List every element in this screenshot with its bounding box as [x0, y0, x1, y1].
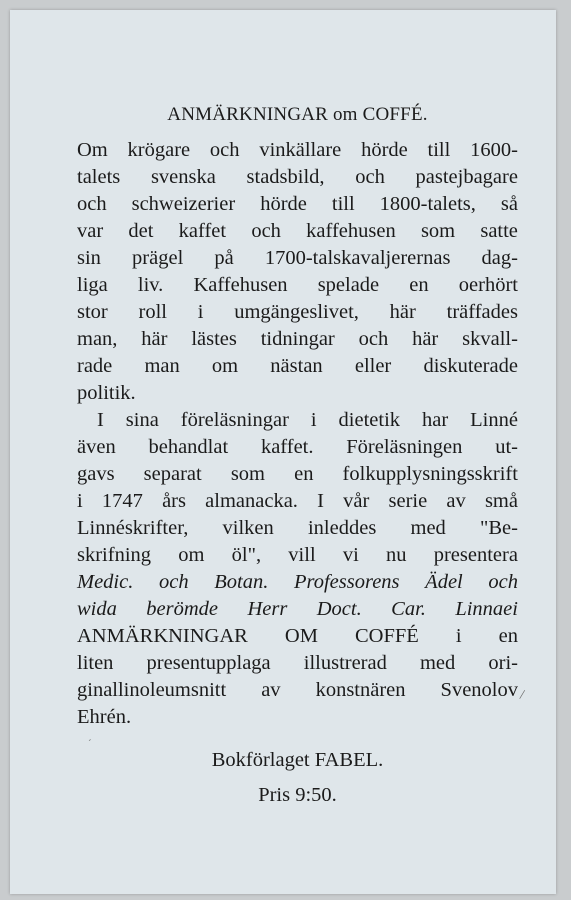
text-line — [77, 461, 518, 488]
word: och — [209, 139, 240, 161]
word: prägel — [132, 247, 184, 269]
word: almanacka. — [205, 490, 298, 512]
cover-text-block — [77, 105, 518, 805]
word: krögare — [127, 139, 191, 161]
word: och — [488, 571, 518, 593]
word: som — [230, 463, 265, 485]
word: i — [77, 490, 83, 512]
word: roll — [138, 301, 167, 323]
word: öl", — [231, 544, 262, 566]
text-line — [77, 380, 518, 407]
word: en — [409, 274, 429, 296]
word: politik. — [77, 382, 136, 404]
word: här — [141, 328, 168, 350]
book-back-cover — [10, 10, 556, 894]
word: man, — [77, 328, 118, 350]
word: Ehrén. — [77, 706, 132, 728]
word: Herr — [247, 598, 288, 620]
word: här — [389, 301, 416, 323]
price-label: Pris 9:50. — [258, 783, 337, 806]
word: "Be- — [480, 517, 518, 539]
word: i — [455, 625, 462, 647]
word: av — [446, 490, 466, 512]
word: av — [261, 679, 281, 701]
word: dag- — [481, 247, 518, 269]
word: separat — [143, 463, 202, 485]
word: Professorens — [293, 571, 400, 593]
word: berömde — [146, 598, 219, 620]
word: skrifning — [77, 544, 152, 566]
word: på — [214, 247, 234, 269]
word: ginallinoleumsnitt — [77, 679, 227, 701]
word: Svenolov — [440, 679, 518, 701]
word: hörde — [260, 193, 307, 215]
word: I — [97, 409, 104, 431]
word: vår — [343, 490, 370, 512]
word: 1747 — [101, 490, 143, 512]
text-line — [77, 488, 518, 515]
word: Ädel — [425, 571, 463, 593]
word: med — [419, 652, 456, 674]
word: oerhört — [458, 274, 518, 296]
word: tidningar — [260, 328, 335, 350]
word: folkupplysningsskrift — [342, 463, 518, 485]
page-title: ANMÄRKNINGAR om COFFÉ. — [167, 104, 428, 125]
text-line — [77, 542, 518, 569]
word: Linné — [470, 409, 518, 431]
word: man — [144, 355, 180, 377]
word: kaffet — [178, 220, 227, 242]
word: eller — [354, 355, 392, 377]
word: om — [211, 355, 239, 377]
word: nästan — [270, 355, 323, 377]
text-line-italic — [77, 596, 518, 623]
text-line — [77, 164, 518, 191]
word: Linnéskrifter, — [77, 517, 189, 539]
word: 1800-talets, — [379, 193, 476, 215]
word: dietetik — [338, 409, 401, 431]
word: och — [251, 220, 281, 242]
pencil-mark: ˊ — [88, 738, 92, 750]
word: vilken — [222, 517, 274, 539]
word: nu — [386, 544, 407, 566]
word: föreläsningar — [180, 409, 289, 431]
word: spelade — [317, 274, 380, 296]
word: Botan. — [214, 571, 269, 593]
word: COFFÉ — [354, 625, 419, 647]
text-line — [77, 407, 518, 434]
word: ori- — [488, 652, 518, 674]
word: presentupplaga — [146, 652, 271, 674]
word: pastejbagare — [415, 166, 518, 188]
text-line — [77, 704, 518, 731]
word: och — [358, 328, 389, 350]
paragraph-history — [77, 137, 518, 407]
word: gavs — [77, 463, 115, 485]
word: illustrerad — [303, 652, 387, 674]
word: diskuterade — [423, 355, 518, 377]
word: wida — [77, 598, 117, 620]
word: med — [410, 517, 446, 539]
word: om — [178, 544, 205, 566]
word: Föreläsningen — [346, 436, 463, 458]
word: i — [310, 409, 317, 431]
word: Kaffehusen — [193, 274, 288, 296]
word: en — [498, 625, 518, 647]
word: har — [421, 409, 449, 431]
word: små — [484, 490, 518, 512]
word: som — [420, 220, 456, 242]
text-line — [77, 677, 518, 704]
word: konstnären — [315, 679, 406, 701]
text-line — [77, 650, 518, 677]
word: Doct. — [316, 598, 362, 620]
word: presentera — [433, 544, 518, 566]
word: kaffehusen — [306, 220, 396, 242]
text-line — [77, 137, 518, 164]
text-line — [77, 299, 518, 326]
word: inleddes — [307, 517, 377, 539]
text-line — [77, 353, 518, 380]
text-line — [77, 623, 518, 650]
word: skvall- — [462, 328, 518, 350]
word: I — [317, 490, 324, 512]
text-line — [77, 515, 518, 542]
word: 1700-talskavaljerernas — [264, 247, 451, 269]
word: vinkällare — [259, 139, 342, 161]
word: det — [128, 220, 154, 242]
word: schweizerier — [131, 193, 236, 215]
word: rade — [77, 355, 113, 377]
text-line — [77, 245, 518, 272]
text-line — [77, 191, 518, 218]
word: behandlat — [148, 436, 229, 458]
word: serie — [388, 490, 428, 512]
word: Om — [77, 139, 108, 161]
word: OM — [284, 625, 318, 647]
word: lästes — [191, 328, 237, 350]
word: och — [77, 193, 107, 215]
word: svenska — [150, 166, 216, 188]
word: stadsbild, — [246, 166, 325, 188]
word: satte — [480, 220, 518, 242]
word: Medic. — [77, 571, 134, 593]
publisher: Bokförlaget FABEL. — [211, 749, 384, 771]
word: vi — [342, 544, 359, 566]
word: ANMÄRKNINGAR — [77, 625, 248, 647]
word: umgängeslivet, — [234, 301, 359, 323]
word: hörde — [361, 139, 408, 161]
text-line — [77, 218, 518, 245]
word: även — [77, 436, 116, 458]
text-line-italic — [77, 569, 518, 596]
text-line — [77, 434, 518, 461]
word: till — [427, 139, 451, 161]
word: och — [355, 166, 385, 188]
word: Car. — [391, 598, 426, 620]
pencil-mark: / — [518, 687, 526, 704]
word: 1600- — [470, 139, 518, 161]
word: till — [331, 193, 355, 215]
word: träffades — [446, 301, 518, 323]
word: vill — [288, 544, 316, 566]
word: och — [159, 571, 189, 593]
word: liten — [77, 652, 114, 674]
word: sin — [77, 247, 101, 269]
word: var — [77, 220, 104, 242]
word: här — [412, 328, 439, 350]
word: ut- — [495, 436, 518, 458]
word: sina — [125, 409, 159, 431]
word: Linnaei — [455, 598, 518, 620]
word: talets — [77, 166, 121, 188]
paragraph-linne — [77, 407, 518, 731]
word: liga — [77, 274, 108, 296]
word: liv. — [137, 274, 164, 296]
word: års — [162, 490, 186, 512]
text-line — [77, 272, 518, 299]
text-line — [77, 326, 518, 353]
word: en — [294, 463, 314, 485]
word: stor — [77, 301, 108, 323]
word: så — [500, 193, 518, 215]
word: i — [197, 301, 204, 323]
word: kaffet. — [260, 436, 314, 458]
